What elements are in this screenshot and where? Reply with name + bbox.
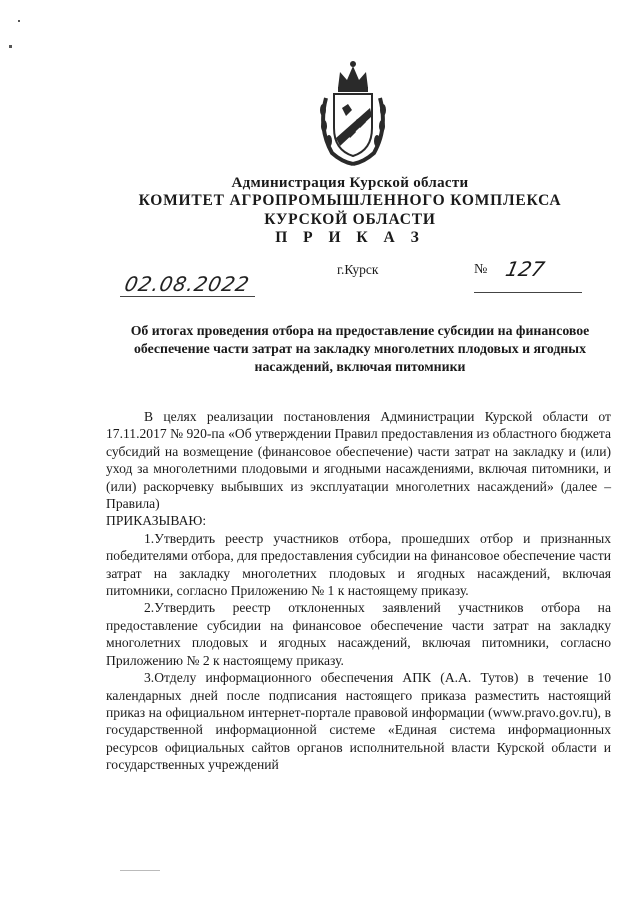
order-item-1: 1.Утвердить реестр участников отбора, прошедших отбор и признанных победителями отбора, для предоставления субсидии на финансовое обеспечение части затрат на закладку многолетних плодовых и ягодных насаждений, включая питомники, согласно Приложению № 1 к настоящему приказу.: [106, 530, 611, 599]
city: г.Курск: [337, 262, 379, 277]
scan-speck: [9, 45, 12, 48]
order-body: [106, 408, 611, 774]
intro-paragraph: В целях реализации постановления Администрации Курской области от 17.11.2017 № 920-па «Об утверждении Правил предоставления из областного бюджета субсидий на возмещение (финансовое обеспечение) части затрат на закладку и (или) уход за многолетними плодовыми и ягодными насаждениями, включая питомники, и (или) раскорчевку выбывших из эксплуатации многолетних насаждений» (далее –Правила): [106, 409, 611, 512]
committee-name-line1: КОМИТЕТ АГРОПРОМЫШЛЕННОГО КОМПЛЕКСА: [138, 192, 562, 209]
order-date: 02.08.2022: [122, 272, 253, 296]
order-item-3: 3.Отделу информационного обеспечения АПК (А.А. Тутов) в течение 10 календарных дней после подписания настоящего приказа разместить настоящий приказ на официальном интернет-портале правовой информации (www.pravo.gov.ru), в государственной информационной системе «Единая система информационных ресурсов официальных сайтов органов исполнительной власти Курской области и государственных учреждений: [106, 670, 611, 773]
scan-speck: [120, 870, 160, 871]
date-underline: [120, 296, 255, 297]
committee-name-line2: КУРСКОЙ ОБЛАСТИ: [264, 211, 436, 228]
order-number: 127: [503, 257, 547, 281]
order-word: ПРИКАЗЫВАЮ:: [106, 513, 207, 529]
document-type: П Р И К А З: [275, 229, 425, 246]
coat-of-arms-icon: [316, 58, 390, 166]
order-item-2: 2.Утвердить реестр отклоненных заявлений участников отбора на предоставление субсидии на финансовое обеспечение части затрат на закладку многолетних плодовых и ягодных насаждений, включая питомники, согласно Приложению № 2 к настоящему приказу.: [106, 600, 611, 668]
administration-name: Администрация Курской области: [231, 175, 469, 191]
number-underline: [474, 292, 582, 293]
order-title: Об итогах проведения отбора на предоставление субсидии на финансовое обеспечение части затрат на закладку многолетних плодовых и ягодных насаждений, включая питомники: [130, 323, 590, 374]
number-sign: №: [474, 262, 488, 277]
scan-speck: [18, 20, 20, 22]
